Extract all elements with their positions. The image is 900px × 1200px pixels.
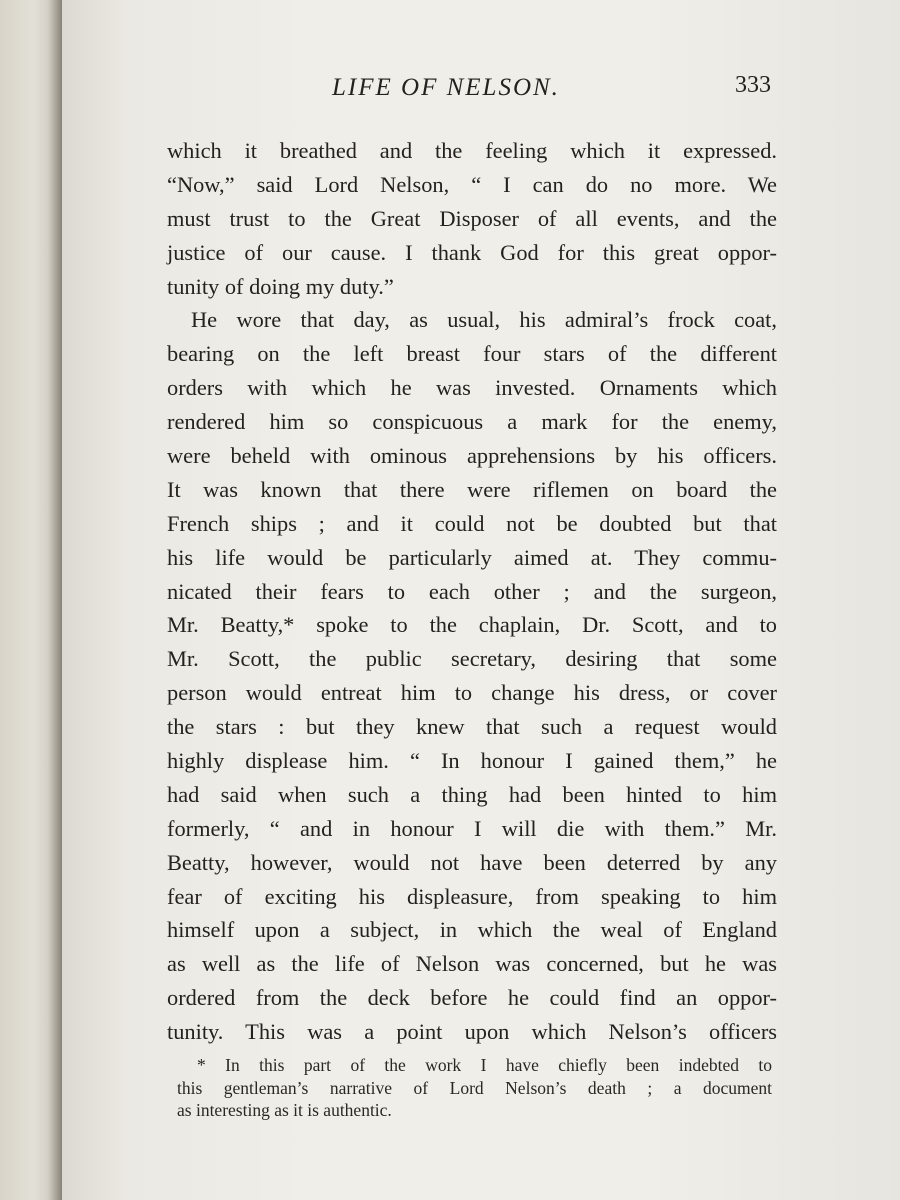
text-line: himself upon a subject, in which the weal of England — [167, 917, 777, 943]
footnote-line: as interesting as it is authentic. — [177, 1100, 392, 1120]
running-title: LIFE OF NELSON. — [332, 74, 560, 101]
text-line: justice of our cause. I thank God for this great oppor- — [167, 239, 777, 265]
text-line: Mr. Scott, the public secretary, desiring that some — [167, 646, 777, 672]
text-line: the stars : but they knew that such a request would — [167, 714, 777, 740]
text-line: “Now,” said Lord Nelson, “ I can do no more. We — [167, 171, 777, 197]
text-line: nicated their fears to each other ; and the surgeon, — [167, 578, 777, 604]
page-header — [62, 70, 900, 110]
text-line: formerly, “ and in honour I will die with them.” Mr. — [167, 815, 777, 841]
footnote — [177, 1054, 772, 1122]
text-line: French ships ; and it could not be doubted but that — [167, 510, 777, 536]
text-line: tunity. This was a point upon which Nelson’s officers — [167, 1019, 777, 1045]
text-line: It was known that there were riflemen on board the — [167, 476, 777, 502]
book-page — [62, 0, 900, 1200]
text-line: Mr. Beatty,* spoke to the chaplain, Dr. Scott, and to — [167, 612, 777, 638]
text-line: fear of exciting his displeasure, from speaking to him — [167, 883, 777, 909]
text-line: as well as the life of Nelson was concerned, but he was — [167, 951, 777, 977]
text-line: rendered him so conspicuous a mark for the enemy, — [167, 409, 777, 435]
text-line: had said when such a thing had been hinted to him — [167, 781, 777, 807]
text-line: must trust to the Great Disposer of all events, and the — [167, 205, 777, 231]
text-line: his life would be particularly aimed at. They commu- — [167, 544, 777, 570]
text-line: orders with which he was invested. Ornaments which — [167, 375, 777, 401]
text-line: He wore that day, as usual, his admiral’s frock coat, — [191, 307, 777, 333]
text-line: Beatty, however, would not have been deterred by any — [167, 849, 777, 875]
text-line: ordered from the deck before he could find an oppor- — [167, 985, 777, 1011]
page-number: 333 — [735, 72, 771, 98]
body-text — [167, 134, 777, 1049]
footnote-line: * In this part of the work I have chiefly been indebted to — [197, 1055, 772, 1075]
text-line: tunity of doing my duty.” — [167, 273, 394, 299]
text-line: bearing on the left breast four stars of the different — [167, 341, 777, 367]
text-line: were beheld with ominous apprehensions by his officers. — [167, 443, 777, 469]
text-line: highly displease him. “ In honour I gained them,” he — [167, 748, 777, 774]
footnote-line: this gentleman’s narrative of Lord Nelson’s death ; a document — [177, 1077, 772, 1098]
text-line: person would entreat him to change his dress, or cover — [167, 680, 777, 706]
text-line: which it breathed and the feeling which it expressed. — [167, 138, 777, 163]
